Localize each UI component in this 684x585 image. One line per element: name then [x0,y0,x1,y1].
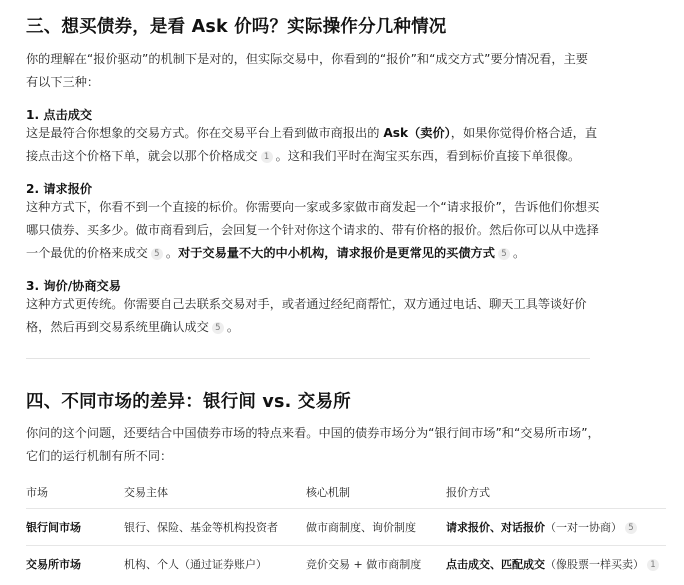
item-2-bold-text: 对于交易量不大的中小机构，请求报价是更常见的买债方式 [178,246,495,260]
quote-method-note: （一对一协商） [545,521,622,534]
item-1-title: 1. 点击成交 [26,108,93,122]
cell-quote-method [446,546,666,583]
item-2-sep-b: 。 [512,246,526,260]
citation-badge[interactable]: 5 [625,522,637,534]
table-row [26,509,666,546]
cell-mechanism: 做市商制度、询价制度 [306,509,446,546]
item-3-title: 3. 询价/协商交易 [26,279,121,293]
citation-badge[interactable]: 5 [212,322,224,334]
citation-badge[interactable]: 5 [498,248,510,260]
quote-method-bold: 请求报价、对话报价 [446,521,545,534]
cell-market: 银行间市场 [26,509,124,546]
column-header-market: 市场 [26,476,124,509]
table-header-row [26,476,666,509]
citation-badge[interactable]: 5 [151,248,163,260]
cell-participants: 机构、个人（通过证券账户） [124,558,267,571]
item-1-ask-price: Ask（卖价） [383,126,451,140]
citation-badge[interactable]: 1 [261,151,273,163]
cell-market: 交易所市场 [26,558,81,571]
item-1-text-a: 这是最符合你想象的交易方式。你在交易平台上看到做市商报出的 [26,126,384,140]
section-3-intro: 你的理解在“报价驱动”的机制下是对的，但实际交易中，你看到的“报价”和“成交方式”要分情况看，主要有以下三种： [26,52,588,89]
item-3-paragraph [26,293,600,339]
market-comparison-table [26,476,666,582]
item-2-sep-a: 。 [165,246,179,260]
cell-participants: 银行、保险、基金等机构投资者 [124,509,306,546]
item-2-title: 2. 请求报价 [26,182,93,196]
citation-badge[interactable]: 1 [647,559,659,571]
column-header-quote-method: 报价方式 [446,476,666,509]
item-3-text-a: 这种方式更传统。你需要自己去联系交易对手，或者通过经纪商帮忙，双方通过电话、聊天工具等谈好价格，然后再到交易系统里确认成交 [26,297,587,334]
item-3-sep-a: 。 [226,320,239,334]
item-1-text-b: ，如果你觉得价格合适，直接点击这个价格下单，就会以那个价格成交 [26,126,598,163]
item-1-paragraph [26,122,600,168]
table-row [26,546,666,583]
section-3-heading: 三、想买债券，是看 Ask 价吗？实际操作分几种情况 [26,17,447,37]
item-2-text-a: 这种方式下，你看不到一个直接的标价。你需要向一家或多家做市商发起一个“请求报价”，告诉他们你想买哪只债券、买多少。做市商看到后，会回复一个针对你这个请求的、带有价格的报价。然后你可以从中选择一个最优的价格来成交 [26,200,600,260]
quote-method-bold: 点击成交、匹配成交 [446,558,545,571]
cell-quote-method [446,509,666,546]
cell-mechanism: 竞价交易 + 做市商制度 [306,558,422,571]
quote-method-note: （像股票一样买卖） [545,558,644,571]
item-1-text-c: 。这和我们平时在淘宝买东西，看到标价直接下单很像。 [275,149,581,163]
section-4-heading: 四、不同市场的差异：银行间 vs. 交易所 [26,392,351,412]
column-header-mechanism: 核心机制 [306,476,446,509]
column-header-participants: 交易主体 [124,476,306,509]
section-4-intro: 你问的这个问题，还要结合中国债券市场的特点来看。中国的债券市场分为“银行间市场”和“交易所市场”，它们的运行机制有所不同： [26,426,600,463]
section-divider [26,358,590,359]
item-2-paragraph [26,196,600,265]
